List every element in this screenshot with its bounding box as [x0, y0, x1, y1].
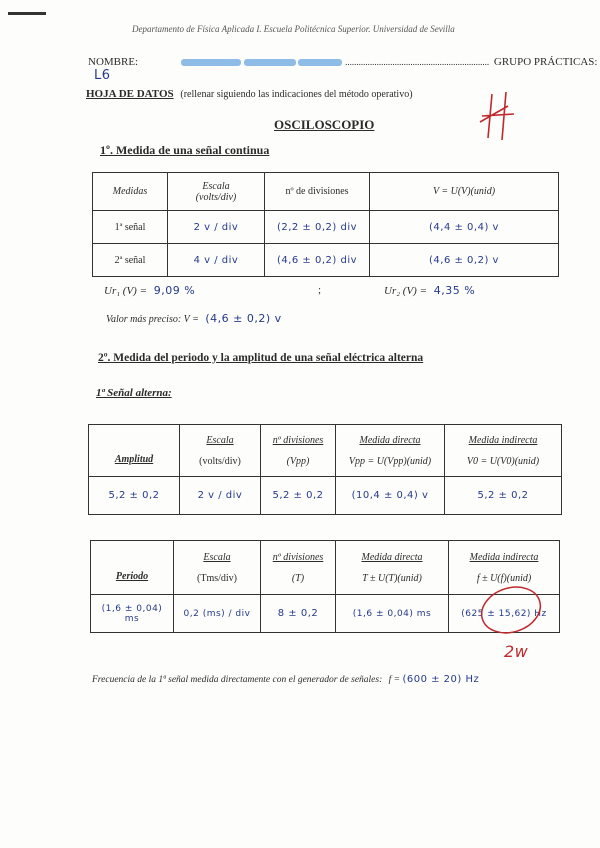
name-dots: ................................................................: [345, 57, 490, 67]
correction-circle-icon: [478, 578, 548, 638]
per-header-div: [261, 541, 336, 595]
ur2-label: Ur₂ (V) =: [384, 285, 428, 297]
table-row: [89, 477, 562, 515]
amp-value-scale: 2 v / div: [180, 477, 261, 515]
sheet-title: HOJA DE DATOS: [86, 88, 174, 100]
per-header-indirect-unit: f ± U(f)(unid): [476, 572, 532, 584]
per-header-direct: [336, 541, 449, 595]
col-header-scale-unit: (volts/div): [195, 191, 237, 203]
amp-value-div: 5,2 ± 0,2: [261, 477, 336, 515]
group-value: L6: [94, 68, 111, 83]
cell-value: (4,4 ± 0,4) v: [370, 211, 559, 244]
ur2-group: [384, 284, 475, 297]
per-header-div-unit: (T): [291, 572, 305, 584]
col-header-scale: [168, 173, 265, 211]
amp-header-direct-unit: Vpp = U(Vpp)(unid): [348, 455, 432, 467]
amp-header-direct: [336, 425, 445, 477]
amplitude-table: [88, 424, 562, 515]
name-line: [88, 56, 600, 83]
amp-value-direct: (10,4 ± 0,4) v: [336, 477, 445, 515]
grade-mark-icon: [478, 92, 518, 142]
scan-mark: [8, 12, 46, 15]
section1-heading: 1º. Medida de una señal continua: [100, 143, 270, 157]
correction-note: 2w: [504, 642, 529, 661]
amp-header-indirect-title: Medida indirecta: [468, 434, 538, 446]
per-value-div: 8 ± 0,2: [261, 595, 336, 633]
cell-value: (4,6 ± 0,2) v: [370, 244, 559, 277]
redacted-name: [298, 59, 342, 66]
per-header-indirect-title: Medida indirecta: [469, 551, 539, 563]
per-header-direct-title: Medida directa: [361, 551, 423, 563]
group-label: GRUPO PRÁCTICAS:: [493, 56, 598, 68]
col-header-value: V = U(V)(unid): [370, 173, 559, 211]
row-label: 1ª señal: [93, 211, 168, 244]
topic-title: OSCILOSCOPIO: [274, 117, 375, 132]
sheet-title-line: [86, 88, 413, 100]
frequency-value: (600 ± 20) Hz: [402, 674, 480, 685]
amp-header-scale: [180, 425, 261, 477]
amp-value-indirect: 5,2 ± 0,2: [445, 477, 562, 515]
per-header-direct-unit: T ± U(T)(unid): [362, 572, 422, 584]
col-header-scale-title: Escala: [202, 180, 230, 192]
section2-heading: 2º. Medida del periodo y la amplitud de una señal eléctrica alterna: [98, 352, 424, 364]
per-value-scale: 0,2 (ms) / div: [174, 595, 261, 633]
amplitude-row-label: Amplitud: [89, 425, 180, 477]
section2-subheading: 1ª Señal alterna:: [96, 387, 172, 399]
precise-label: Valor más preciso: V =: [106, 314, 199, 325]
cell-scale: 2 v / div: [168, 211, 265, 244]
per-header-div-title: nº divisiones: [272, 551, 324, 563]
department-header: Departamento de Física Aplicada I. Escuela Politécnica Superior. Universidad de Sevilla: [132, 24, 455, 34]
amp-header-div: [261, 425, 336, 477]
name-label: NOMBRE:: [88, 56, 139, 68]
ur1-value: 9,09 %: [153, 284, 196, 297]
period-row-label: Periodo: [91, 541, 174, 595]
ur2-value: 4,35 %: [433, 284, 476, 297]
amp-header-div-title: nº divisiones: [272, 434, 324, 446]
per-header-scale-title: Escala: [203, 551, 231, 563]
redacted-name: [244, 59, 296, 66]
per-value-indirect: (625 ± 15,62) Hz: [449, 595, 560, 633]
amp-header-indirect: [445, 425, 562, 477]
redacted-name: [181, 59, 241, 66]
per-value-direct: (1,6 ± 0,04) ms: [336, 595, 449, 633]
col-header-measures: Medidas: [93, 173, 168, 211]
dc-signal-table: [92, 172, 559, 277]
amp-header-indirect-unit: V0 = U(V0)(unid): [466, 455, 540, 467]
precise-value-line: [106, 312, 282, 325]
per-header-scale-unit: (Tms/div): [197, 572, 237, 584]
sheet-note: (rellenar siguiendo las indicaciones del método operativo): [180, 89, 413, 100]
per-header-scale: [174, 541, 261, 595]
precise-value: (4,6 ± 0,2) v: [205, 312, 282, 325]
amp-header-direct-title: Medida directa: [359, 434, 421, 446]
frequency-label: Frecuencia de la 1ª señal medida directamente con el generador de señales:: [92, 675, 383, 685]
amp-value-label: 5,2 ± 0,2: [89, 477, 180, 515]
ur1-label: Ur₁ (V) =: [104, 285, 148, 297]
cell-divisions: (4,6 ± 0,2) div: [265, 244, 370, 277]
amp-header-scale-unit: (volts/div): [199, 455, 241, 467]
frequency-line: [92, 674, 562, 685]
separator: ;: [318, 284, 322, 296]
table-row: [93, 211, 559, 244]
row-label: 2ª señal: [93, 244, 168, 277]
amp-header-div-unit: (Vpp): [286, 455, 310, 467]
per-value-label: (1,6 ± 0,04) ms: [91, 595, 174, 633]
amp-header-scale-title: Escala: [206, 434, 234, 446]
cell-scale: 4 v / div: [168, 244, 265, 277]
col-header-divisions: nº de divisiones: [265, 173, 370, 211]
relative-uncertainty-line: [104, 284, 564, 297]
cell-divisions: (2,2 ± 0,2) div: [265, 211, 370, 244]
table-row: [93, 244, 559, 277]
frequency-prefix: f =: [388, 675, 401, 685]
